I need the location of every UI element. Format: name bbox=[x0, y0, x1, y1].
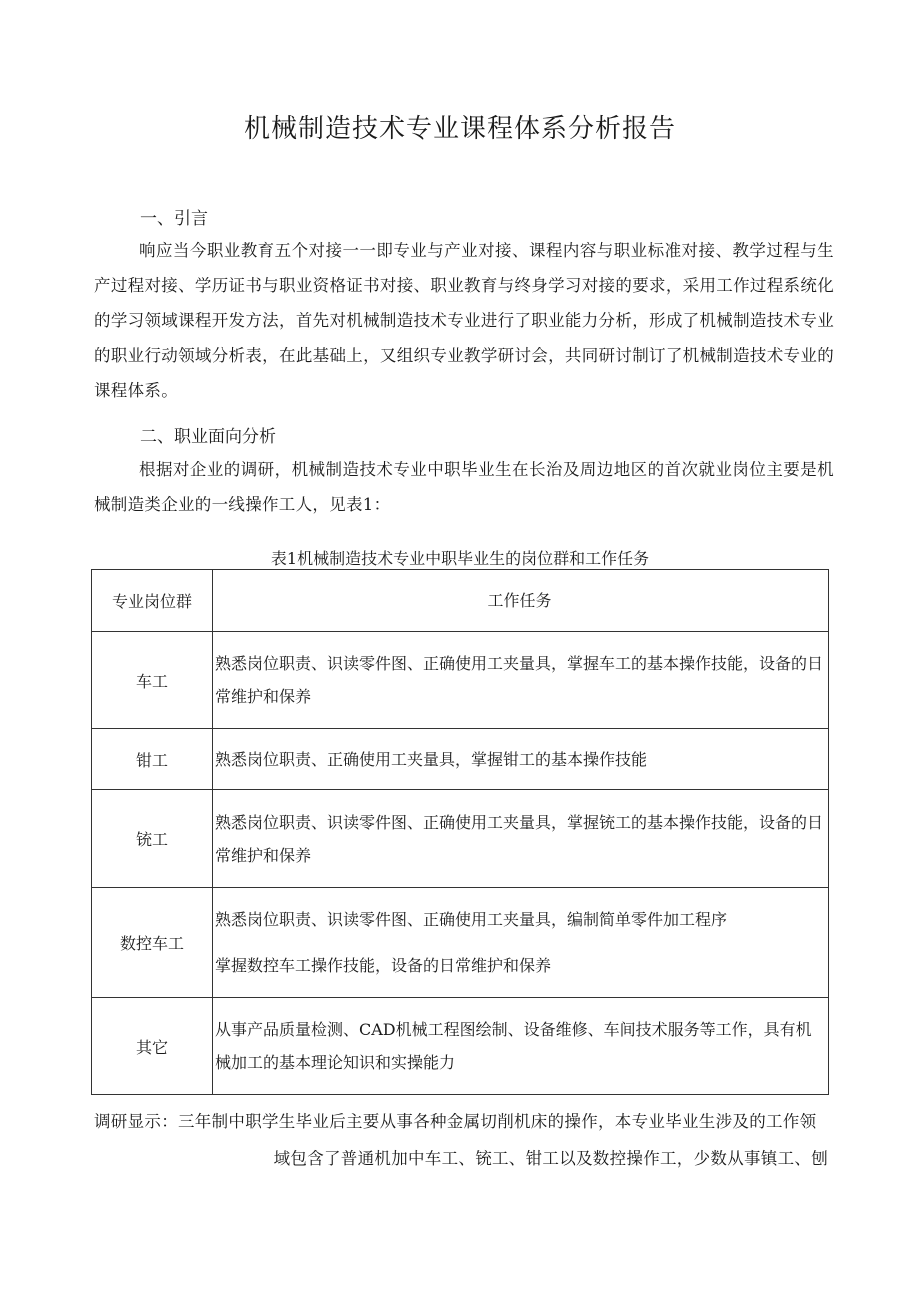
task-line: 熟悉岗位职责、识读零件图、正确使用工夹量具，编制简单零件加工程序 bbox=[215, 909, 728, 929]
table-row bbox=[92, 632, 829, 729]
table-cell-group: 数控车工 bbox=[92, 888, 213, 998]
table-row bbox=[92, 790, 829, 888]
table-cell-task: 从事产品质量检测、CAD机械工程图绘制、设备维修、车间技术服务等工作，具有机械加工的基本理论知识和实操能力 bbox=[213, 998, 829, 1095]
table-cell-task: 熟悉岗位职责、识读零件图、正确使用工夹量具，掌握车工的基本操作技能，设备的日常维护和保养 bbox=[213, 632, 829, 729]
table-header-row bbox=[92, 570, 829, 632]
table-row bbox=[92, 998, 829, 1095]
table-cell-group: 钳工 bbox=[92, 729, 213, 790]
table-row bbox=[92, 888, 829, 998]
table-header-task: 工作任务 bbox=[213, 570, 829, 632]
survey-note-line-2: 域包含了普通机加中车工、铳工、钳工以及数控操作工，少数从事镇工、刨 bbox=[273, 1149, 828, 1168]
page-title: 机械制造技术专业课程体系分析报告 bbox=[243, 114, 676, 144]
table-cell-group: 其它 bbox=[92, 998, 213, 1095]
section-heading-career: 二、职业面向分析 bbox=[140, 427, 276, 447]
table-cell-task bbox=[213, 888, 829, 998]
section-paragraph-intro: 响应当今职业教育五个对接一一即专业与产业对接、课程内容与职业标准对接、教学过程与生产过程对接、学历证书与职业资格证书对接、职业教育与终身学习对接的要求，采用工作过程系统化的学习领域课程开发方法，首先对机械制造技术专业进行了职业能力分析，形成了机械制造技术专业的职业行动领域分析表，在此基础上，又组织专业教学研讨会，共同研讨制订了机械制造技术专业的课程体系。 bbox=[94, 241, 834, 400]
job-task-table bbox=[91, 569, 829, 1095]
section-paragraph-career: 根据对企业的调研，机械制造技术专业中职毕业生在长治及周边地区的首次就业岗位主要是机械制造类企业的一线操作工人，见表1： bbox=[94, 460, 834, 514]
table-row bbox=[92, 729, 829, 790]
table-cell-task: 熟悉岗位职责、识读零件图、正确使用工夹量具，掌握铳工的基本操作技能，设备的日常维护和保养 bbox=[213, 790, 829, 888]
task-line: 掌握数控车工操作技能，设备的日常维护和保养 bbox=[215, 955, 552, 975]
table-caption: 表1机械制造技术专业中职毕业生的岗位群和工作任务 bbox=[270, 549, 650, 568]
section-heading-intro: 一、引言 bbox=[140, 209, 208, 229]
survey-note-line-1: 调研显示：三年制中职学生毕业后主要从事各种金属切削机床的操作，本专业毕业生涉及的工作领 bbox=[94, 1112, 817, 1131]
table-cell-task: 熟悉岗位职责、正确使用工夹量具，掌握钳工的基本操作技能 bbox=[213, 729, 829, 790]
table-header-group: 专业岗位群 bbox=[92, 570, 213, 632]
table-cell-group: 车工 bbox=[92, 632, 213, 729]
survey-note bbox=[94, 1103, 834, 1177]
table-cell-group: 铳工 bbox=[92, 790, 213, 888]
